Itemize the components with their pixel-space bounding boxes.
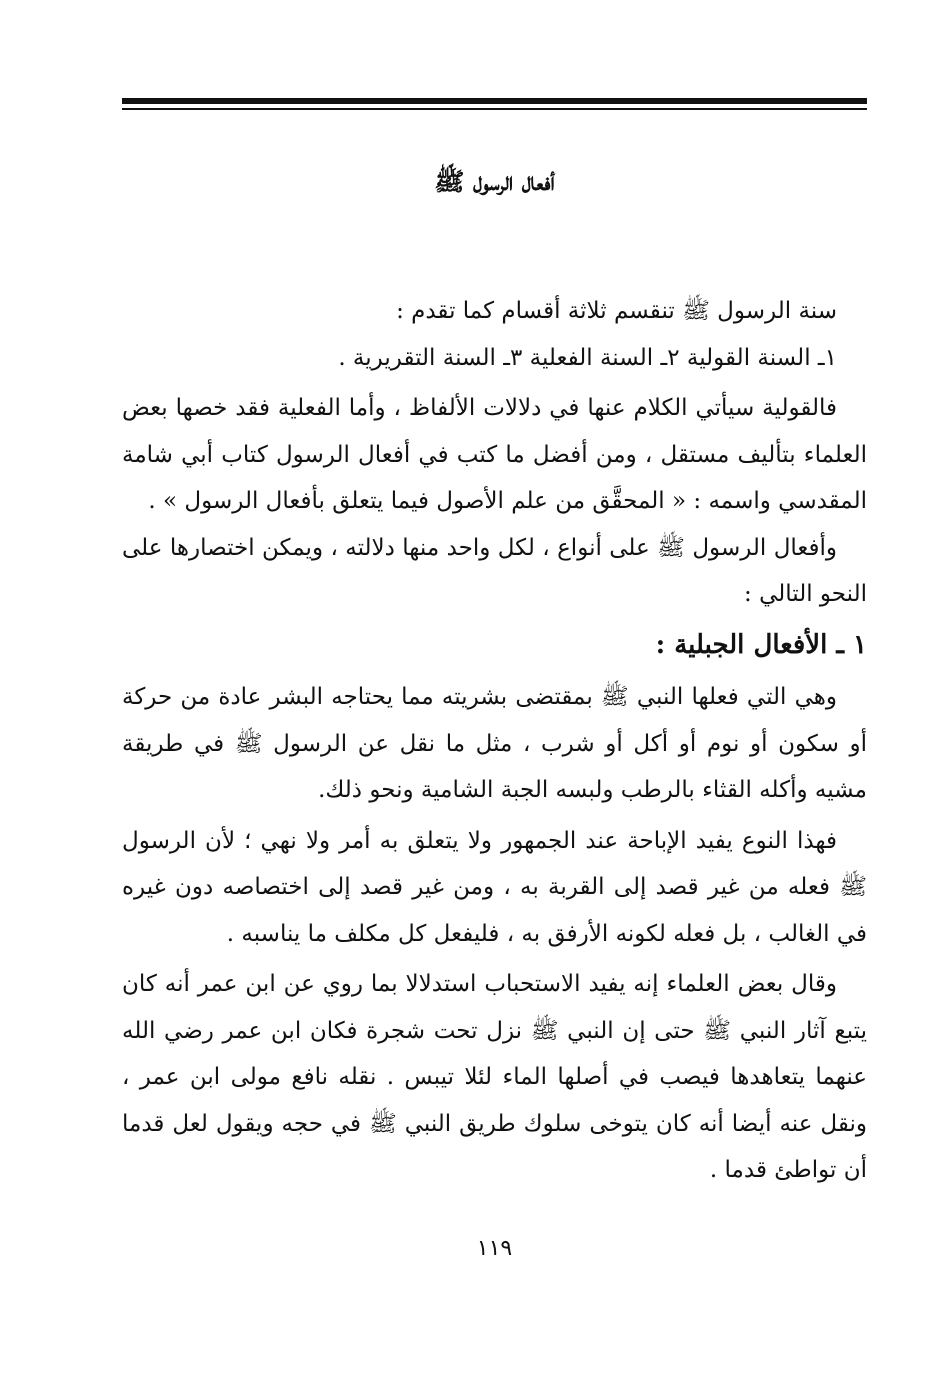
paragraph-recommendation: وقال بعض العلماء إنه يفيد الاستحباب استدلالا بما روي عن ابن عمر أنه كان يتبع آثار النبي ﷺ حتى إن النبي ﷺ نزل تحت شجرة فكان ابن عمر رضي الله عنهما يتعاهدها فيصب في أصلها الماء لئلا تيبس . نقله نافع مولى ابن عمر ، ونقل عنه أيضا أنه كان يتوخى سلوك طريق النبي ﷺ في حجه ويقول لعل قدما أن تواطئ قدما . — [122, 971, 867, 1183]
page-title: أفعال الرسول ﷺ — [434, 167, 555, 196]
paragraph-sunnah-list: ١ـ السنة القولية ٢ـ السنة الفعلية ٣ـ السنة التقريرية . — [338, 344, 837, 371]
paragraph-permissibility: فهذا النوع يفيد الإباحة عند الجمهور ولا يتعلق به أمر ولا نهي ؛ لأن الرسول ﷺ فعله من غير قصد إلى القربة به ، ومن غير قصد إلى اختصاصه دون غيره في الغالب ، بل فعله لكونه الأرفق به ، فليفعل كل مكلف ما يناسبه . — [122, 827, 867, 947]
book-page — [122, 0, 867, 1374]
paragraph-innate-actions: وهي التي فعلها النبي ﷺ بمقتضى بشريته مما يحتاجه البشر عادة من حركة أو سكون أو نوم أو أكل أو شرب ، مثل ما نقل عن الرسول ﷺ في طريقة مشيه وأكله القثاء بالرطب ولبسه الجبة الشامية ونحو ذلك. — [122, 684, 867, 803]
paragraph-intro: سنة الرسول ﷺ تنقسم ثلاثة أقسام كما تقدم : — [396, 298, 837, 324]
paragraph-types: وأفعال الرسول ﷺ على أنواع ، لكل واحد منها دلالته ، ويمكن اختصارها على النحو التالي : — [122, 534, 867, 607]
paragraph-verbal-actual: فالقولية سيأتي الكلام عنها في دلالات الألفاظ ، وأما الفعلية فقد خصها بعض العلماء بتأليف مستقل ، ومن أفضل ما كتب في أفعال الرسول كتاب أبي شامة المقدسي واسمه : « المحقَّق من علم الأصول فيما يتعلق بأفعال الرسول » . — [122, 395, 867, 514]
page-number: ١١٩ — [476, 1236, 513, 1261]
body-text — [122, 288, 867, 1194]
section-heading: ١ ـ الأفعال الجبلية : — [655, 629, 867, 660]
